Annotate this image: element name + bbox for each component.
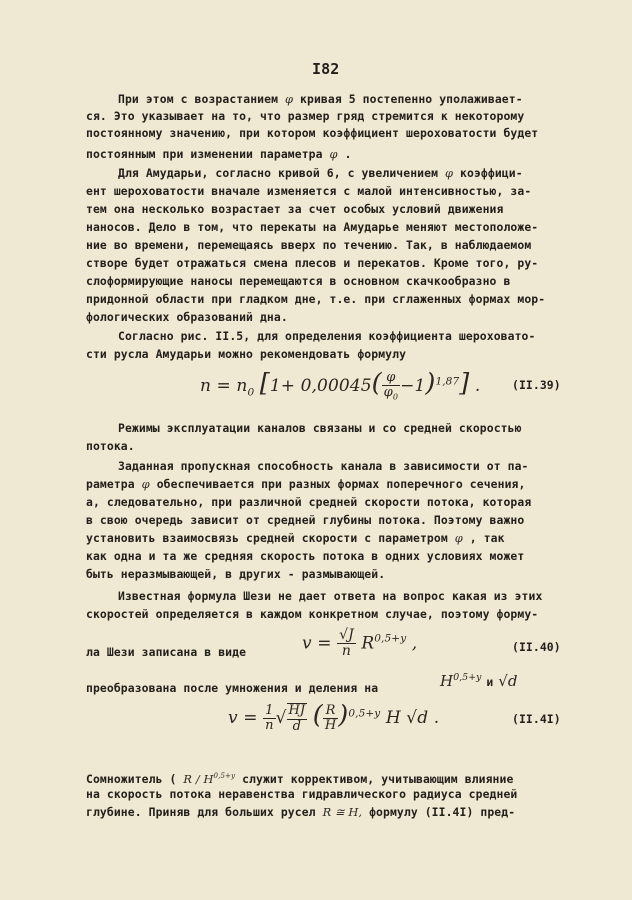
phi-symbol: φ <box>141 477 150 491</box>
paragraph-1-line-2: ся. Это указывает на то, что размер гряд стремится к некоторому <box>86 109 525 123</box>
page-number: I82 <box>312 60 340 78</box>
phi-symbol: φ <box>329 147 338 161</box>
paragraph-7-line-1: преобразована после умножения и деления на <box>86 681 379 695</box>
paragraph-2-line-4: наносов. Дело в том, что перекаты на Амударье меняют местоположе- <box>86 220 539 234</box>
equation-number-ii-41: (II.4I) <box>512 712 561 726</box>
paragraph-1-line-1: При этом с возрастанием φ кривая 5 постепенно уполаживает- <box>118 92 523 106</box>
paragraph-8-line-1: Сомножитель ( R / $H^{0,5+y}$ служит коррективом, учитывающим влияние <box>86 771 514 786</box>
paragraph-5-line-3: а, следовательно, при различной средней скорости потока, которая <box>86 495 532 509</box>
paragraph-2-line-7: слоформирующие наносы перемещаются в основном скачкообразно в <box>86 274 511 288</box>
paragraph-4-line-2: потока. <box>86 439 135 453</box>
equation-number-ii-40: (II.40) <box>512 640 561 654</box>
equation-ii-41: v = $\frac{1}{n}$ √ $\frac{HJ}{d}$ ( $\frac{R}{H}$ )$^{0,5+y}$ H √d . <box>228 700 440 734</box>
paragraph-3-line-1: Согласно рис. II.5, для определения коэффициента шероховато- <box>118 329 536 343</box>
paragraph-5-line-2: раметра φ обеспечивается при разных формах поперечного сечения, <box>86 477 526 491</box>
paragraph-8-line-2: на скорость потока неравенства гидравлического радиуса средней <box>86 787 518 801</box>
paragraph-2-line-8: придонной области при гладком дне, т.е. при сглаженных формах мор- <box>86 292 546 306</box>
paragraph-6-line-1: Известная формула Шези не дает ответа на вопрос какая из этих <box>118 589 543 603</box>
paragraph-2-line-2: ент шероховатости вначале изменяется с малой интенсивностью, за- <box>86 184 532 198</box>
paragraph-2-line-5: ние во времени, перемещаясь вверх по течению. Так, в наблюдаемом <box>86 238 532 252</box>
phi-symbol: φ <box>445 166 454 180</box>
paragraph-4-line-1: Режимы эксплуатации каналов связаны и со средней скоростью <box>118 421 522 435</box>
paragraph-5-line-1: Заданная пропускная способность канала в зависимости от па- <box>118 459 529 473</box>
paragraph-1-line-3: постоянному значению, при котором коэффициент шероховатости будет <box>86 126 539 140</box>
equation-ii-40: v = $\frac{√J}{n}$ $R^{0,5+y}$ , <box>302 627 418 660</box>
paragraph-5-line-4: в свою очередь зависит от средней глубины потока. Поэтому важно <box>86 513 525 527</box>
paragraph-8-line-3: глубине. Приняв для больших русел R ≅ H, формулу (II.4I) пред- <box>86 805 516 819</box>
paragraph-1-line-4: постоянным при изменении параметра φ . <box>86 147 352 161</box>
paragraph-3-line-2: сти русла Амударьи можно рекомендовать формулу <box>86 347 407 361</box>
paragraph-2-line-9: фологических образований дна. <box>86 310 288 324</box>
paragraph-5-line-7: быть неразмывающей, в других - размывающей. <box>86 567 386 581</box>
paragraph-2-line-3: тем она несколько возрастает за счет особых условий движения <box>86 202 504 216</box>
phi-symbol: φ <box>454 531 463 545</box>
equation-number-ii-39: (II.39) <box>512 378 561 392</box>
paragraph-5-line-6: как одна и та же средняя скорость потока в одних условиях может <box>86 549 525 563</box>
paragraph-2-line-6: створе будет отражаться смена плесов и перекатов. Кроме того, ру- <box>86 256 539 270</box>
paragraph-6-line-2: скоростей определяется в каждом конкретном случае, поэтому форму- <box>86 607 539 621</box>
paragraph-7-math: $H^{0,5+y}$ и √d <box>440 672 518 690</box>
equation-ii-39: $n = n_0$ [1+ 0,00045( $\frac{\varphi}{\varphi_0}$ −1)$^{1,87}$] . <box>200 368 481 402</box>
paragraph-6-line-3: ла Шези записана в виде <box>86 645 247 659</box>
paragraph-2-line-1: Для Амударьи, согласно кривой 6, с увеличением φ коэффици- <box>118 166 523 180</box>
paragraph-5-line-5: установить взаимосвязь средней скорости с параметром φ , так <box>86 531 505 545</box>
phi-symbol: φ <box>285 92 294 106</box>
